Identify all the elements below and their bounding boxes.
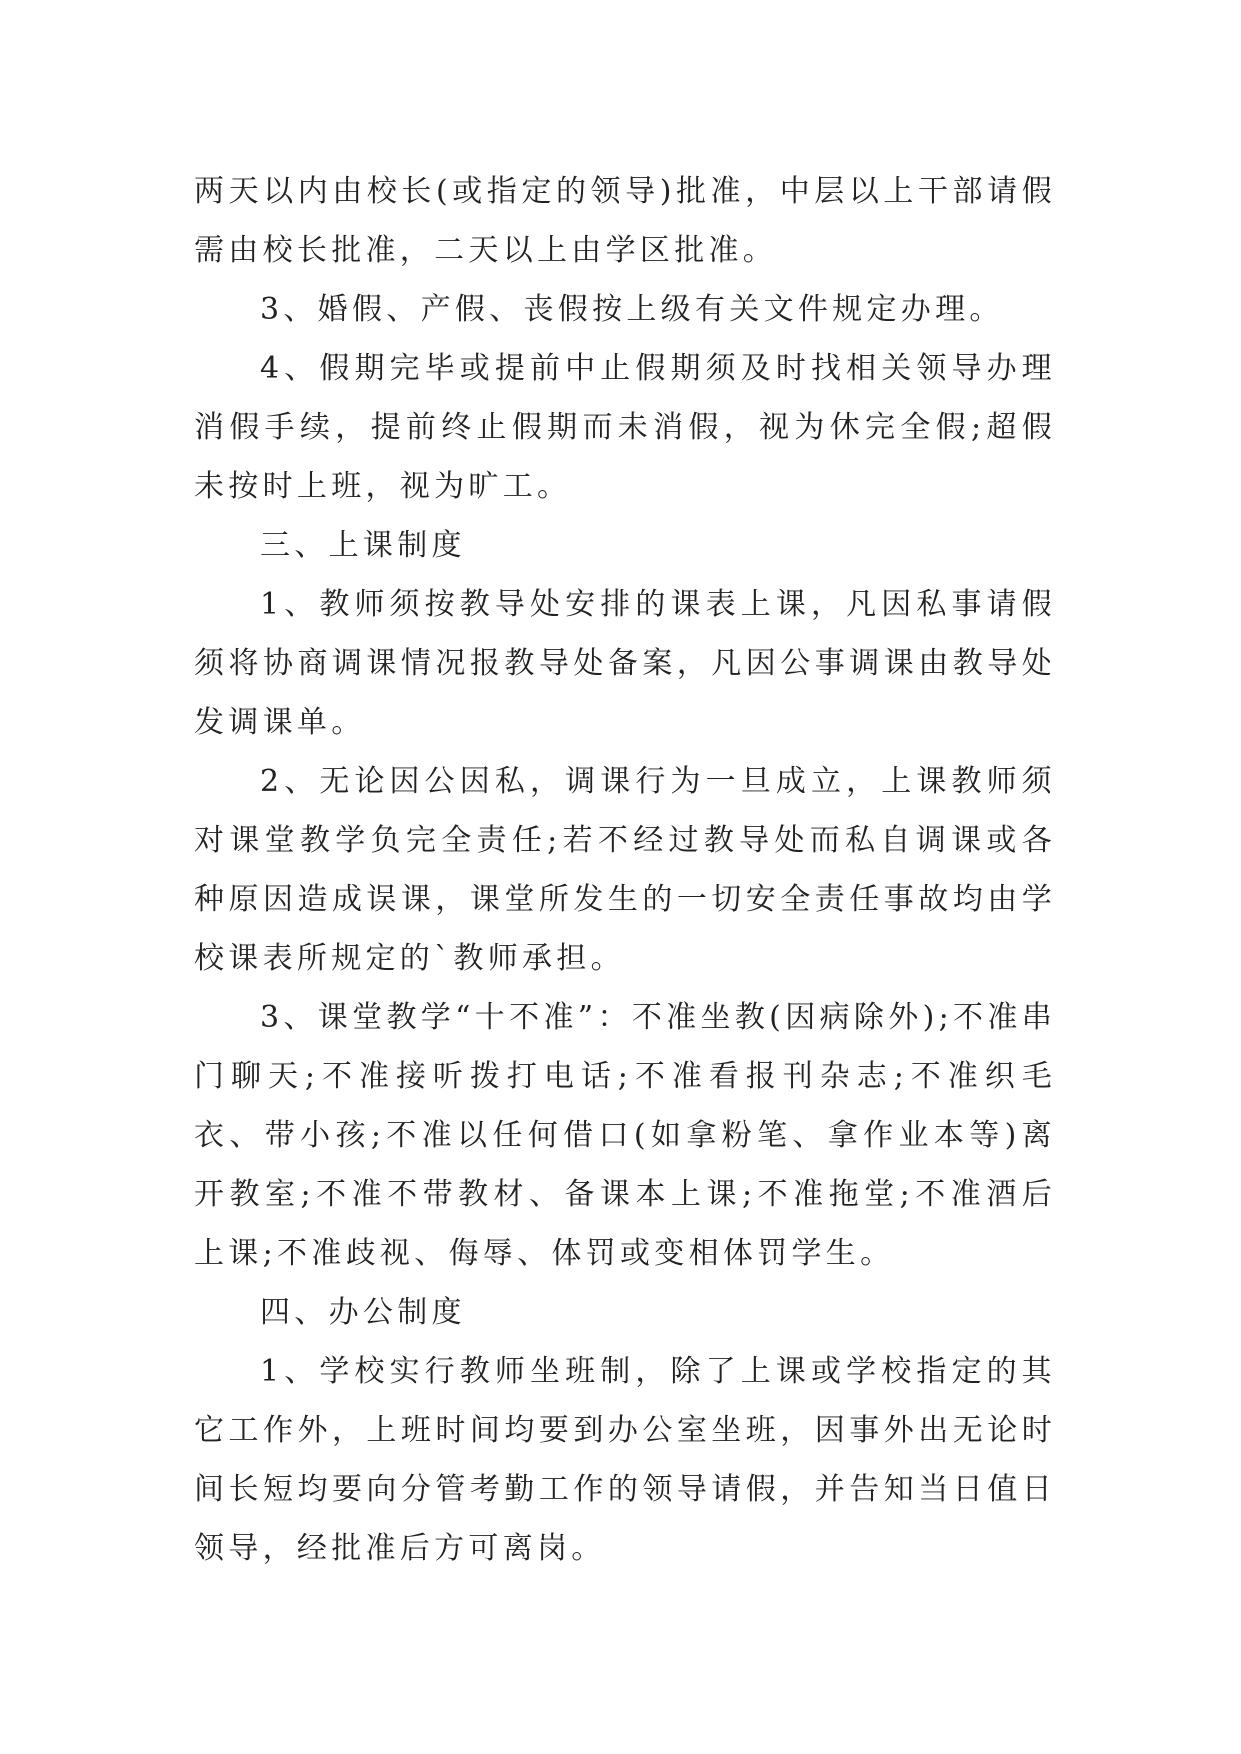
paragraph-leave-cancellation: 4、假期完毕或提前中止假期须及时找相关领导办理消假手续，提前终止假期而未消假，视为休完全假;超假未按时上班，视为旷工。 bbox=[194, 351, 1056, 504]
paragraph-class-schedule: 1、教师须按教导处安排的课表上课，凡因私事请假须将协商调课情况报教导处备案，凡因公事调课由教导处发调课单。 bbox=[194, 587, 1056, 740]
paragraph-marriage-leave: 3、婚假、产假、丧假按上级有关文件规定办理。 bbox=[260, 292, 1004, 327]
paragraph-ten-prohibitions: 3、课堂教学“十不准”：不准坐教(因病除外);不准串门聊天;不准接听拨打电话;不准看报刊杂志;不准织毛衣、带小孩;不准以任何借口(如拿粉笔、拿作业本等)离开教室;不准不带教材、备课本上课;不准拖堂;不准酒后上课;不准歧视、侮辱、体罚或变相体罚学生。 bbox=[194, 1000, 1056, 1271]
section-heading-office-rules: 四、办公制度 bbox=[260, 1295, 466, 1330]
paragraph-office-attendance: 1、学校实行教师坐班制，除了上课或学校指定的其它工作外，上班时间均要到办公室坐班，因事外出无论时间长短均要向分管考勤工作的领导请假，并告知当日值日领导，经批准后方可离岗。 bbox=[194, 1354, 1056, 1566]
paragraph-class-swap-responsibility: 2、无论因公因私，调课行为一旦成立，上课教师须对课堂教学负完全责任;若不经过教导处而私自调课或各种原因造成误课，课堂所发生的一切安全责任事故均由学校课表所规定的`教师承担。 bbox=[194, 764, 1056, 976]
document-body bbox=[194, 162, 1056, 1578]
section-heading-class-rules: 三、上课制度 bbox=[260, 528, 466, 563]
paragraph-leave-approval: 两天以内由校长(或指定的领导)批准，中层以上干部请假需由校长批准，二天以上由学区批准。 bbox=[194, 174, 1056, 268]
